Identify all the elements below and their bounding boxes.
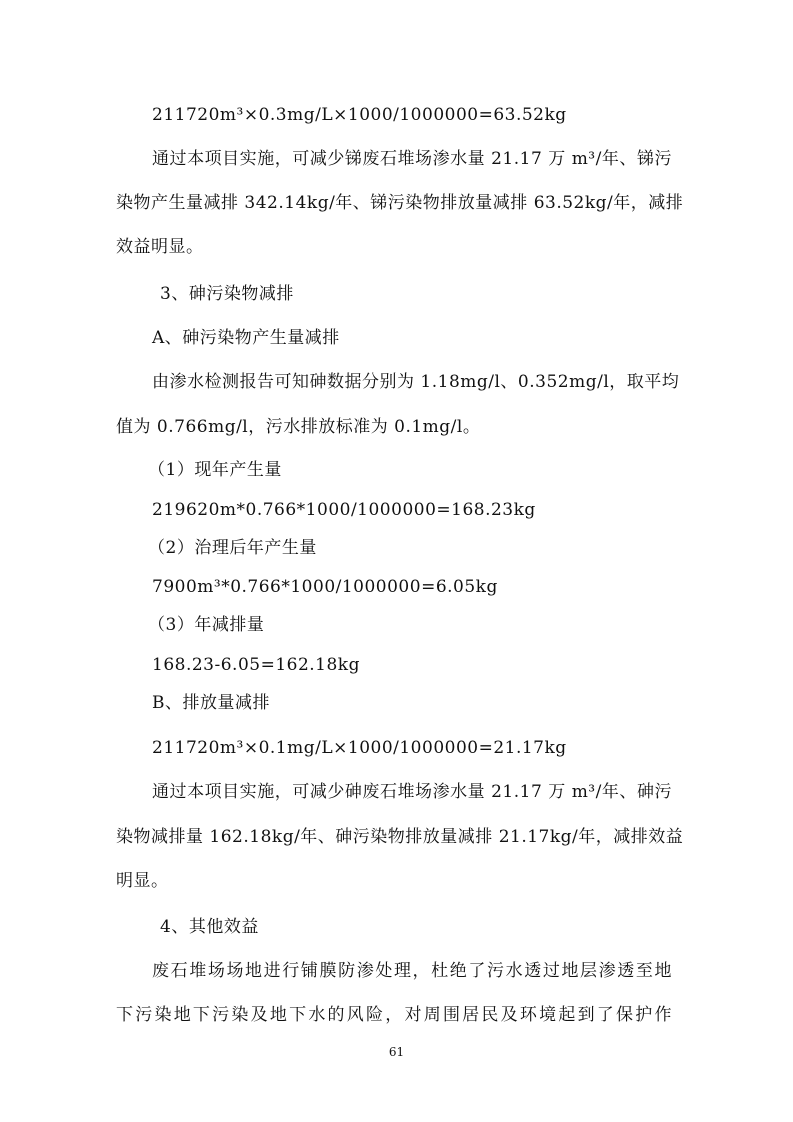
item-annual-reduction: （3）年减排量 <box>148 615 265 635</box>
paragraph-antimony-summary-line-1: 通过本项目实施，可减少锑废石堆场渗水量 21.17 万 m³/年、锑污 <box>152 149 672 169</box>
section-heading-arsenic-reduction: 3、砷污染物减排 <box>160 284 294 304</box>
subsection-heading-discharge-reduction: B、排放量减排 <box>152 693 270 713</box>
item-post-treatment-generation: （2）治理后年产生量 <box>148 538 317 558</box>
formula-annual-reduction: 168.23-6.05=162.18kg <box>152 655 360 675</box>
paragraph-arsenic-data-line-2: 值为 0.766mg/l，污水排放标准为 0.1mg/l。 <box>116 417 481 437</box>
paragraph-other-benefits-line-2: 下污染地下污染及地下水的风险，对周围居民及环境起到了保护作 <box>116 1005 672 1025</box>
paragraph-antimony-summary-line-3: 效益明显。 <box>116 237 204 257</box>
paragraph-arsenic-summary-line-3: 明显。 <box>116 871 169 891</box>
formula-current-year-generation: 219620m*0.766*1000/1000000=168.23kg <box>152 500 536 520</box>
item-current-year-generation: （1）现年产生量 <box>148 460 282 480</box>
section-heading-other-benefits: 4、其他效益 <box>160 917 259 937</box>
page-number: 61 <box>388 1045 405 1059</box>
formula-antimony-discharge: 211720m³×0.3mg/L×1000/1000000=63.52kg <box>152 105 567 125</box>
paragraph-arsenic-data-line-1: 由渗水检测报告可知砷数据分别为 1.18mg/l、0.352mg/l，取平均 <box>152 372 680 392</box>
paragraph-arsenic-summary-line-1: 通过本项目实施，可减少砷废石堆场渗水量 21.17 万 m³/年、砷污 <box>152 782 672 802</box>
subsection-heading-arsenic-generation: A、砷污染物产生量减排 <box>152 328 340 348</box>
formula-post-treatment-generation: 7900m³*0.766*1000/1000000=6.05kg <box>152 577 498 597</box>
paragraph-antimony-summary-line-2: 染物产生量减排 342.14kg/年、锑污染物排放量减排 63.52kg/年，减排 <box>116 193 684 213</box>
paragraph-arsenic-summary-line-2: 染物减排量 162.18kg/年、砷污染物排放量减排 21.17kg/年，减排效益 <box>116 827 684 847</box>
formula-arsenic-discharge: 211720m³×0.1mg/L×1000/1000000=21.17kg <box>152 738 567 758</box>
paragraph-other-benefits-line-1: 废石堆场场地进行铺膜防渗处理，杜绝了污水透过地层渗透至地 <box>152 961 672 981</box>
